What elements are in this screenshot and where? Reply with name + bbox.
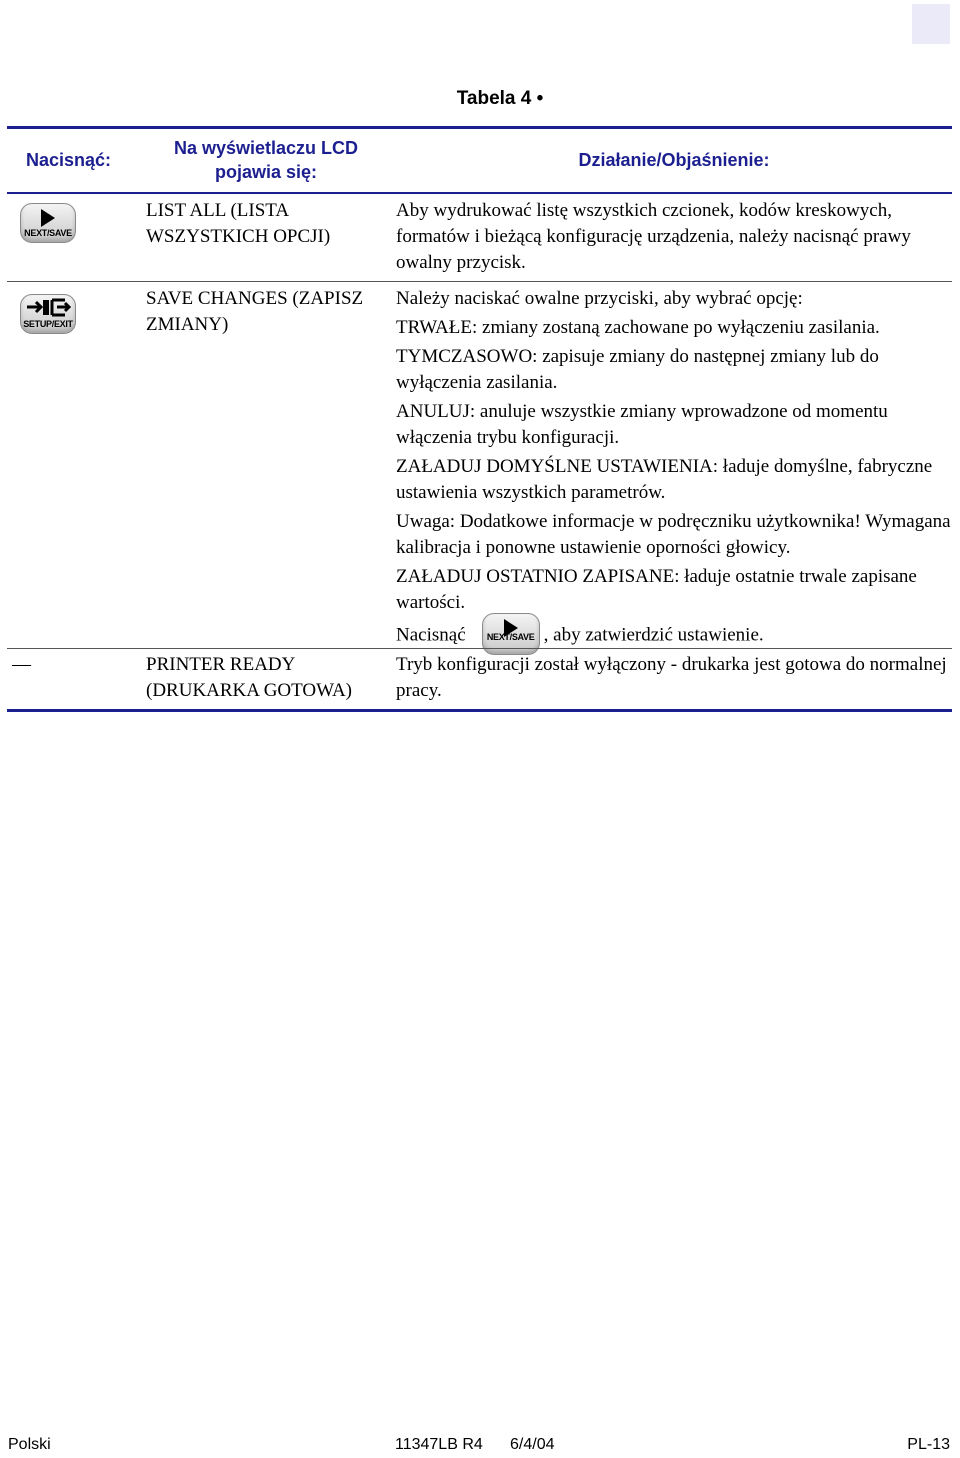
action-paragraph: Aby wydrukować listę wszystkich czcionek, kodów kreskowych, formatów i bieżącą konfigurację urządzenia, należy nacisnąć prawy owalny przycisk.: [396, 200, 911, 273]
action-paragraph: Tryb konfiguracji został wyłączony - drukarka jest gotowa do normalnej pracy.: [396, 654, 947, 701]
table-top-rule: [7, 126, 952, 129]
table-title: Tabela 4 •: [456, 88, 544, 109]
setup-exit-button[interactable]: [20, 294, 76, 334]
action-paragraph: ZAŁADUJ OSTATNIO ZAPISANE: ładuje ostatnie trwale zapisane wartości.: [396, 566, 917, 613]
play-triangle-icon: [41, 209, 55, 227]
table-bottom-rule: [7, 709, 952, 712]
footer-language: Polski: [8, 1436, 51, 1453]
action-paragraph: TYMCZASOWO: zapisuje zmiany do następnej zmiany lub do wyłączenia zasilania.: [396, 346, 879, 393]
action-paragraph: TRWAŁE: zmiany zostaną zachowane po wyłączeniu zasilania.: [396, 317, 880, 338]
corner-tab: [912, 4, 950, 44]
action-paragraph: ANULUJ: anuluje wszystkie zmiany wprowadzone od momentu włączenia trybu konfiguracji.: [396, 401, 888, 448]
header-lcd: Na wyświetlaczu LCD pojawia się:: [173, 138, 359, 182]
button-label: NEXT/SAVE: [24, 228, 72, 238]
footer-date: 6/4/04: [510, 1436, 555, 1453]
footer-doc-number: 11347LB R4: [395, 1436, 483, 1453]
action-text-row1: [396, 198, 952, 279]
action-text-row2: [396, 286, 952, 656]
button-label: NEXT/SAVE: [486, 632, 535, 642]
confirm-after: , aby zatwierdzić ustawienie.: [543, 624, 764, 646]
header-rule: [7, 192, 952, 194]
lcd-text-row3: PRINTER READY (DRUKARKA GOTOWA): [146, 654, 353, 701]
action-paragraph: Należy naciskać owalne przyciski, aby wybrać opcję:: [396, 288, 803, 309]
footer-page-number: PL-13: [907, 1436, 950, 1453]
lcd-text-row1: LIST ALL (LISTA WSZYSTKICH OPCJI): [146, 200, 331, 247]
lcd-text-row2: SAVE CHANGES (ZAPISZ ZMIANY): [146, 288, 364, 335]
header-press: Nacisnąć:: [26, 150, 112, 170]
row-divider: [7, 281, 952, 282]
next-save-button[interactable]: [20, 203, 76, 243]
action-text-row3: [396, 652, 952, 707]
setup-exit-icon: [21, 298, 75, 320]
row-divider: [7, 648, 952, 649]
header-action: Działanie/Objaśnienie:: [578, 150, 770, 170]
confirm-before: Nacisnąć: [396, 624, 466, 646]
no-button-dash: —: [12, 654, 31, 675]
action-paragraph: Uwaga: Dodatkowe informacje w podręczniku użytkownika! Wymagana kalibracja i ponowne ustawienie oporności głowicy.: [396, 511, 951, 558]
button-label: SETUP/EXIT: [23, 319, 73, 329]
action-paragraph: ZAŁADUJ DOMYŚLNE USTAWIENIA: ładuje domyślne, fabryczne ustawienia wszystkich parametrów.: [396, 456, 933, 503]
